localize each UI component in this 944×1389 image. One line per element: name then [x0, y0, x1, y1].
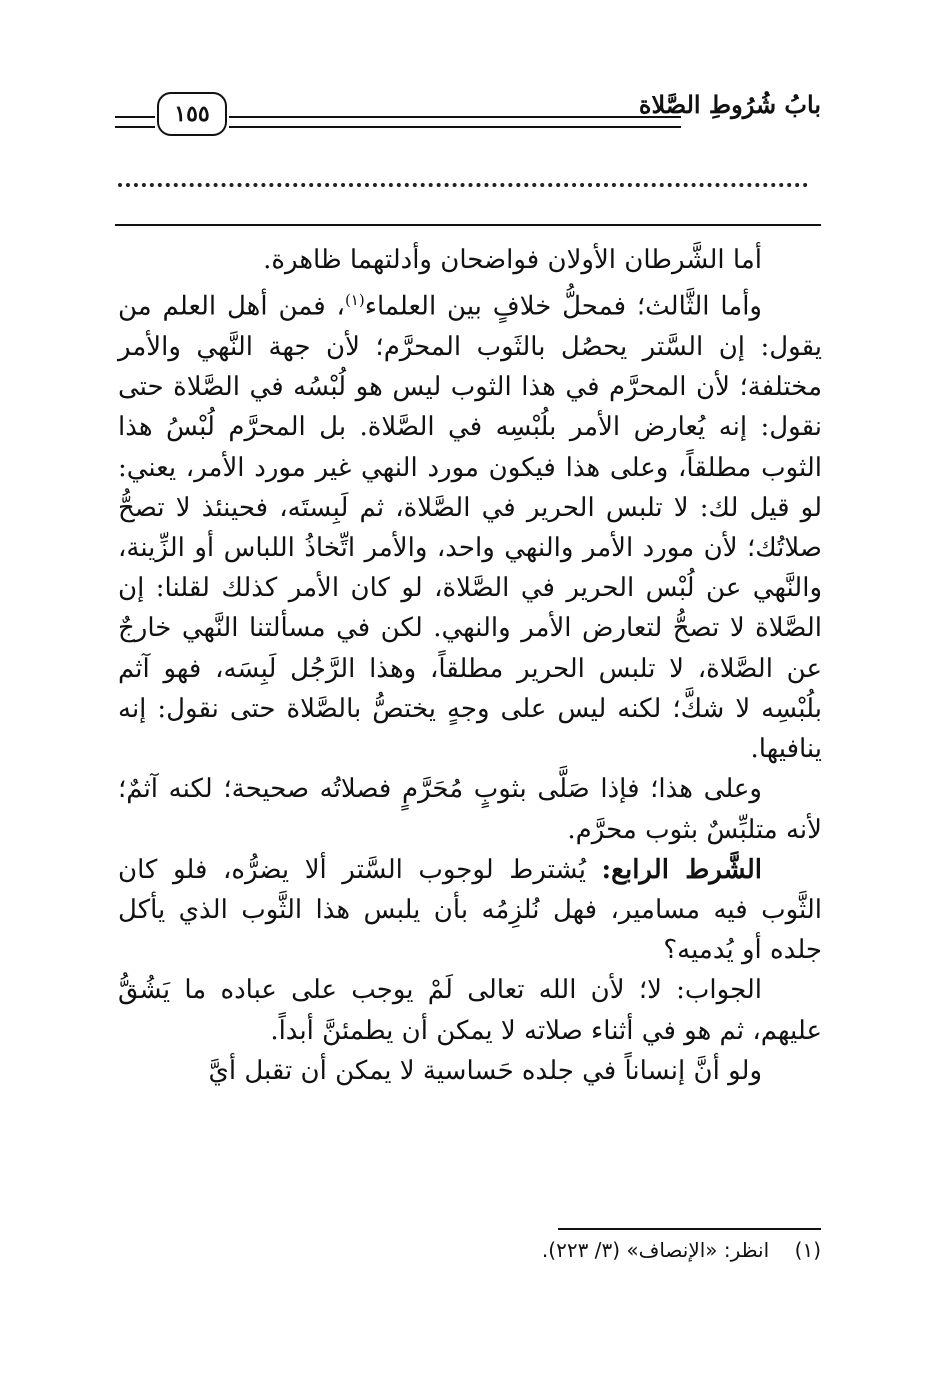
- paragraph-4: [118, 850, 822, 971]
- footnote-separator: [558, 1228, 821, 1230]
- footnote: [221, 1238, 821, 1262]
- paragraph-2-start: وأما الثَّالث؛ فمحلُّ خلافٍ بين العلماء: [364, 291, 762, 322]
- header-separator: [115, 224, 821, 226]
- running-title: بابُ شُرُوطِ الصَّلاة: [638, 90, 821, 119]
- paragraph-2: [118, 280, 822, 769]
- page-header: [115, 88, 821, 148]
- paragraph-2-rest: ، فمن أهل العلم من يقول: إن السَّتر يحصُل بالثَوب المحرَّم؛ لأن جهة النَّهي والأمر مختلفة؛ لأن المحرَّم في هذا الثوب ليس هو لُبْسُه في الصَّلاة حتى نقول: إنه يُعارض الأمر بلُبْسِه في الصَّلاة. بل المحرَّم لُبْسُ هذا الثوب مطلقاً، وعلى هذا فيكون مورد النهي غير مورد الأمر، يعني: لو قيل لك: لا تلبس الحرير في الصَّلاة، ثم لَبِستَه، فحينئذ لا تصحُّ صلاتُك؛ لأن مورد الأمر والنهي واحد، والأمر اتِّخاذُ اللباس أو الزِّينة، والنَّهي عن لُبْس الحرير في الصَّلاة، لو كان الأمر كذلك لقلنا: إن الصَّلاة لا تصحُّ لتعارض الأمر والنهي. لكن في مسألتنا النَّهي خارجٌ عن الصَّلاة، لا تلبس الحرير مطلقاً، وهذا الرَّجُل لَبِسَه، فهو آثم بلُبْسِه لا شكَّ؛ لكنه ليس على وجهٍ يختصُّ بالصَّلاة حتى نقول: إنه ينافيها.: [118, 291, 823, 765]
- footnote-text: انظر: «الإنصاف» (٣/ ٢٢٣).: [541, 1238, 770, 1262]
- main-text: [118, 240, 822, 1091]
- paragraph-4-text: يُشترط لوجوب السَّتر ألا يضرُّه، فلو كان الثَّوب فيه مسامير، فهل نُلزِمُه بأن يلبس هذا الثَّوب الذي يأكل جلده أو يُدميه؟: [118, 854, 822, 966]
- section-heading: الشَّرط الرابع:: [601, 854, 762, 885]
- header-rule-right: [229, 116, 681, 128]
- paragraph-1: أما الشَّرطان الأولان فواضحان وأدلتهما ظاهرة.: [263, 245, 762, 275]
- footnote-reference: (١): [344, 291, 365, 310]
- header-rule-left: [115, 116, 155, 128]
- paragraph-3: وعلى هذا؛ فإذا صَلَّى بثوبٍ مُحَرَّمٍ فصلاتُه صحيحة؛ لكنه آثمٌ؛ لأنه متلبِّسٌ بثوب محرَّم.: [118, 774, 822, 845]
- dotted-divider: [118, 183, 808, 187]
- paragraph-5: الجواب: لا؛ لأن الله تعالى لَمْ يوجب على عباده ما يَشُقُّ عليهم، ثم هو في أثناء صلاته لا يمكن أن يطمئنَّ أبداً.: [118, 975, 822, 1046]
- page-number: ١٥٥: [157, 92, 227, 136]
- footnote-mark: (١): [794, 1238, 821, 1262]
- paragraph-6: ولو أنَّ إنساناً في جلده حَساسية لا يمكن أن تقبل أيَّ: [208, 1055, 762, 1086]
